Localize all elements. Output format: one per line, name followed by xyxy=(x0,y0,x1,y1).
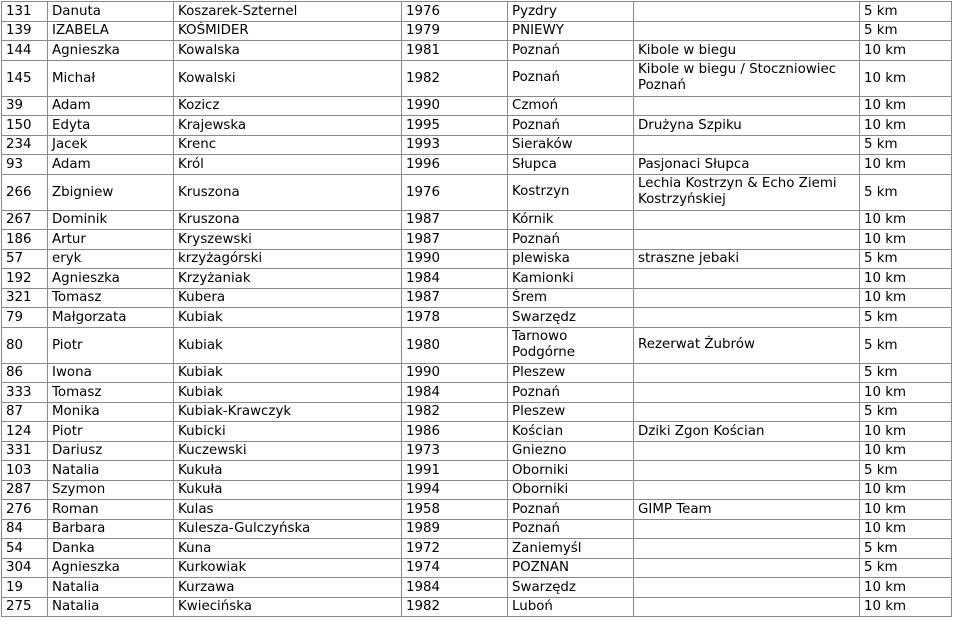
runner-number-cell: 276 xyxy=(2,500,48,520)
runner-number-cell: 79 xyxy=(2,308,48,328)
city-cell: Poznań xyxy=(508,60,634,96)
distance-cell: 5 km xyxy=(860,21,952,41)
first-name-cell: Agnieszka xyxy=(48,558,174,578)
birth-year-cell: 1986 xyxy=(402,422,508,442)
runner-number-cell: 124 xyxy=(2,422,48,442)
first-name-cell: Szymon xyxy=(48,480,174,500)
last-name-cell: Kowalska xyxy=(174,41,402,61)
distance-cell: 5 km xyxy=(860,327,952,363)
last-name-cell: Kukuła xyxy=(174,480,402,500)
first-name-cell: Piotr xyxy=(48,422,174,442)
last-name-cell: KOŚMIDER xyxy=(174,21,402,41)
last-name-cell: Kuna xyxy=(174,539,402,559)
club-cell xyxy=(634,288,860,308)
birth-year-cell: 1987 xyxy=(402,230,508,250)
runner-number-cell: 145 xyxy=(2,60,48,96)
runner-number-cell: 287 xyxy=(2,480,48,500)
last-name-cell: Krajewska xyxy=(174,116,402,136)
birth-year-cell: 1982 xyxy=(402,60,508,96)
first-name-cell: Danka xyxy=(48,539,174,559)
table-row xyxy=(2,230,952,250)
birth-year-cell: 1995 xyxy=(402,116,508,136)
first-name-cell: Barbara xyxy=(48,519,174,539)
distance-cell: 5 km xyxy=(860,308,952,328)
distance-cell: 10 km xyxy=(860,422,952,442)
last-name-cell: Kwiecińska xyxy=(174,597,402,617)
birth-year-cell: 1984 xyxy=(402,383,508,403)
club-cell xyxy=(634,269,860,289)
first-name-cell: Zbigniew xyxy=(48,174,174,210)
city-cell: PNIEWY xyxy=(508,21,634,41)
first-name-cell: Natalia xyxy=(48,597,174,617)
table-row xyxy=(2,578,952,598)
last-name-cell: Kukuła xyxy=(174,461,402,481)
birth-year-cell: 1987 xyxy=(402,210,508,230)
distance-cell: 5 km xyxy=(860,174,952,210)
runner-number-cell: 139 xyxy=(2,21,48,41)
birth-year-cell: 1958 xyxy=(402,500,508,520)
distance-cell: 10 km xyxy=(860,441,952,461)
birth-year-cell: 1990 xyxy=(402,363,508,383)
last-name-cell: Kubiak xyxy=(174,383,402,403)
first-name-cell: Agnieszka xyxy=(48,269,174,289)
table-row xyxy=(2,539,952,559)
club-cell xyxy=(634,402,860,422)
city-cell: Pyzdry xyxy=(508,2,634,22)
table-row xyxy=(2,363,952,383)
last-name-cell: Król xyxy=(174,155,402,175)
city-cell: Słupca xyxy=(508,155,634,175)
first-name-cell: Adam xyxy=(48,155,174,175)
club-cell: Kibole w biegu xyxy=(634,41,860,61)
club-cell: Kibole w biegu / Stoczniowiec Poznań xyxy=(634,60,860,96)
birth-year-cell: 1989 xyxy=(402,519,508,539)
table-row xyxy=(2,383,952,403)
city-cell: Swarzędz xyxy=(508,308,634,328)
city-cell: Poznań xyxy=(508,41,634,61)
club-cell xyxy=(634,96,860,116)
last-name-cell: Kubiak-Krawczyk xyxy=(174,402,402,422)
last-name-cell: Kruszona xyxy=(174,210,402,230)
runner-number-cell: 266 xyxy=(2,174,48,210)
first-name-cell: Monika xyxy=(48,402,174,422)
birth-year-cell: 1982 xyxy=(402,402,508,422)
last-name-cell: Krenc xyxy=(174,135,402,155)
club-cell xyxy=(634,210,860,230)
birth-year-cell: 1987 xyxy=(402,288,508,308)
runner-number-cell: 150 xyxy=(2,116,48,136)
first-name-cell: Jacek xyxy=(48,135,174,155)
results-table-body xyxy=(2,2,952,617)
first-name-cell: Artur xyxy=(48,230,174,250)
birth-year-cell: 1991 xyxy=(402,461,508,481)
club-cell: Dziki Zgon Kościan xyxy=(634,422,860,442)
table-row xyxy=(2,519,952,539)
city-cell: Sieraków xyxy=(508,135,634,155)
runner-number-cell: 192 xyxy=(2,269,48,289)
last-name-cell: Kryszewski xyxy=(174,230,402,250)
club-cell: Lechia Kostrzyn & Echo Ziemi Kostrzyńskiej xyxy=(634,174,860,210)
distance-cell: 10 km xyxy=(860,383,952,403)
birth-year-cell: 1984 xyxy=(402,269,508,289)
club-cell xyxy=(634,135,860,155)
runner-number-cell: 19 xyxy=(2,578,48,598)
last-name-cell: Kozicz xyxy=(174,96,402,116)
city-cell: Czmoń xyxy=(508,96,634,116)
runner-number-cell: 304 xyxy=(2,558,48,578)
distance-cell: 5 km xyxy=(860,363,952,383)
last-name-cell: Kurzawa xyxy=(174,578,402,598)
runner-number-cell: 331 xyxy=(2,441,48,461)
city-cell: Pleszew xyxy=(508,363,634,383)
distance-cell: 5 km xyxy=(860,402,952,422)
distance-cell: 10 km xyxy=(860,230,952,250)
club-cell xyxy=(634,480,860,500)
table-row xyxy=(2,422,952,442)
distance-cell: 10 km xyxy=(860,480,952,500)
table-row xyxy=(2,155,952,175)
table-row xyxy=(2,21,952,41)
distance-cell: 10 km xyxy=(860,578,952,598)
table-row xyxy=(2,558,952,578)
club-cell xyxy=(634,539,860,559)
table-row xyxy=(2,327,952,363)
first-name-cell: Dariusz xyxy=(48,441,174,461)
table-row xyxy=(2,135,952,155)
city-cell: Poznań xyxy=(508,383,634,403)
distance-cell: 10 km xyxy=(860,500,952,520)
last-name-cell: Kubiak xyxy=(174,327,402,363)
city-cell: Śrem xyxy=(508,288,634,308)
club-cell xyxy=(634,363,860,383)
runner-number-cell: 80 xyxy=(2,327,48,363)
table-row xyxy=(2,41,952,61)
city-cell: Kórnik xyxy=(508,210,634,230)
table-row xyxy=(2,116,952,136)
table-row xyxy=(2,174,952,210)
city-cell: Poznań xyxy=(508,230,634,250)
first-name-cell: Danuta xyxy=(48,2,174,22)
table-row xyxy=(2,500,952,520)
last-name-cell: Kulas xyxy=(174,500,402,520)
last-name-cell: Kurkowiak xyxy=(174,558,402,578)
table-row xyxy=(2,441,952,461)
first-name-cell: Agnieszka xyxy=(48,41,174,61)
club-cell xyxy=(634,21,860,41)
runner-number-cell: 131 xyxy=(2,2,48,22)
distance-cell: 10 km xyxy=(860,269,952,289)
club-cell: Rezerwat Żubrów xyxy=(634,327,860,363)
city-cell: Kostrzyn xyxy=(508,174,634,210)
runner-number-cell: 275 xyxy=(2,597,48,617)
club-cell: Pasjonaci Słupca xyxy=(634,155,860,175)
club-cell xyxy=(634,578,860,598)
last-name-cell: Kuczewski xyxy=(174,441,402,461)
club-cell: straszne jebaki xyxy=(634,249,860,269)
city-cell: Pleszew xyxy=(508,402,634,422)
birth-year-cell: 1978 xyxy=(402,308,508,328)
club-cell xyxy=(634,2,860,22)
runner-number-cell: 321 xyxy=(2,288,48,308)
city-cell: Luboń xyxy=(508,597,634,617)
club-cell: Drużyna Szpiku xyxy=(634,116,860,136)
first-name-cell: Edyta xyxy=(48,116,174,136)
first-name-cell: Dominik xyxy=(48,210,174,230)
birth-year-cell: 1993 xyxy=(402,135,508,155)
club-cell xyxy=(634,441,860,461)
distance-cell: 5 km xyxy=(860,2,952,22)
first-name-cell: Roman xyxy=(48,500,174,520)
distance-cell: 5 km xyxy=(860,558,952,578)
first-name-cell: IZABELA xyxy=(48,21,174,41)
first-name-cell: eryk xyxy=(48,249,174,269)
runner-number-cell: 87 xyxy=(2,402,48,422)
city-cell: Gniezno xyxy=(508,441,634,461)
birth-year-cell: 1996 xyxy=(402,155,508,175)
table-row xyxy=(2,210,952,230)
club-cell xyxy=(634,597,860,617)
first-name-cell: Piotr xyxy=(48,327,174,363)
first-name-cell: Małgorzata xyxy=(48,308,174,328)
club-cell xyxy=(634,230,860,250)
city-cell: Zaniemyśl xyxy=(508,539,634,559)
runner-number-cell: 186 xyxy=(2,230,48,250)
distance-cell: 10 km xyxy=(860,519,952,539)
birth-year-cell: 1979 xyxy=(402,21,508,41)
city-cell: plewiska xyxy=(508,249,634,269)
club-cell: GIMP Team xyxy=(634,500,860,520)
birth-year-cell: 1990 xyxy=(402,249,508,269)
runner-number-cell: 267 xyxy=(2,210,48,230)
runner-number-cell: 144 xyxy=(2,41,48,61)
club-cell xyxy=(634,383,860,403)
city-cell: Poznań xyxy=(508,116,634,136)
table-row xyxy=(2,269,952,289)
runner-number-cell: 84 xyxy=(2,519,48,539)
city-cell: Poznań xyxy=(508,519,634,539)
first-name-cell: Natalia xyxy=(48,578,174,598)
city-cell: Oborniki xyxy=(508,461,634,481)
first-name-cell: Tomasz xyxy=(48,288,174,308)
city-cell: Swarzędz xyxy=(508,578,634,598)
table-row xyxy=(2,60,952,96)
birth-year-cell: 1972 xyxy=(402,539,508,559)
birth-year-cell: 1994 xyxy=(402,480,508,500)
club-cell xyxy=(634,308,860,328)
last-name-cell: Kulesza-Gulczyńska xyxy=(174,519,402,539)
last-name-cell: Kubera xyxy=(174,288,402,308)
table-row xyxy=(2,308,952,328)
first-name-cell: Tomasz xyxy=(48,383,174,403)
distance-cell: 10 km xyxy=(860,210,952,230)
first-name-cell: Adam xyxy=(48,96,174,116)
runner-number-cell: 57 xyxy=(2,249,48,269)
birth-year-cell: 1990 xyxy=(402,96,508,116)
city-cell: Oborniki xyxy=(508,480,634,500)
distance-cell: 5 km xyxy=(860,539,952,559)
birth-year-cell: 1984 xyxy=(402,578,508,598)
first-name-cell: Iwona xyxy=(48,363,174,383)
last-name-cell: Kubiak xyxy=(174,308,402,328)
runner-number-cell: 39 xyxy=(2,96,48,116)
distance-cell: 10 km xyxy=(860,155,952,175)
first-name-cell: Natalia xyxy=(48,461,174,481)
distance-cell: 10 km xyxy=(860,60,952,96)
last-name-cell: Koszarek-Szternel xyxy=(174,2,402,22)
city-cell: Tarnowo Podgórne xyxy=(508,327,634,363)
first-name-cell: Michał xyxy=(48,60,174,96)
last-name-cell: Kubicki xyxy=(174,422,402,442)
last-name-cell: krzyżagórski xyxy=(174,249,402,269)
table-row xyxy=(2,597,952,617)
birth-year-cell: 1973 xyxy=(402,441,508,461)
last-name-cell: Krzyżaniak xyxy=(174,269,402,289)
table-row xyxy=(2,480,952,500)
table-row xyxy=(2,288,952,308)
city-cell: POZNAN xyxy=(508,558,634,578)
distance-cell: 5 km xyxy=(860,135,952,155)
runner-number-cell: 54 xyxy=(2,539,48,559)
runner-number-cell: 86 xyxy=(2,363,48,383)
birth-year-cell: 1974 xyxy=(402,558,508,578)
birth-year-cell: 1981 xyxy=(402,41,508,61)
birth-year-cell: 1980 xyxy=(402,327,508,363)
birth-year-cell: 1976 xyxy=(402,2,508,22)
city-cell: Poznań xyxy=(508,500,634,520)
distance-cell: 10 km xyxy=(860,597,952,617)
city-cell: Kamionki xyxy=(508,269,634,289)
birth-year-cell: 1976 xyxy=(402,174,508,210)
distance-cell: 10 km xyxy=(860,288,952,308)
club-cell xyxy=(634,519,860,539)
club-cell xyxy=(634,558,860,578)
runner-number-cell: 333 xyxy=(2,383,48,403)
distance-cell: 10 km xyxy=(860,41,952,61)
distance-cell: 10 km xyxy=(860,116,952,136)
last-name-cell: Kruszona xyxy=(174,174,402,210)
table-row xyxy=(2,96,952,116)
table-row xyxy=(2,2,952,22)
city-cell: Kościan xyxy=(508,422,634,442)
club-cell xyxy=(634,461,860,481)
results-table xyxy=(1,1,952,617)
distance-cell: 5 km xyxy=(860,249,952,269)
distance-cell: 5 km xyxy=(860,461,952,481)
runner-number-cell: 103 xyxy=(2,461,48,481)
table-row xyxy=(2,461,952,481)
runner-number-cell: 234 xyxy=(2,135,48,155)
table-row xyxy=(2,249,952,269)
table-row xyxy=(2,402,952,422)
runner-number-cell: 93 xyxy=(2,155,48,175)
birth-year-cell: 1982 xyxy=(402,597,508,617)
distance-cell: 10 km xyxy=(860,96,952,116)
last-name-cell: Kowalski xyxy=(174,60,402,96)
last-name-cell: Kubiak xyxy=(174,363,402,383)
